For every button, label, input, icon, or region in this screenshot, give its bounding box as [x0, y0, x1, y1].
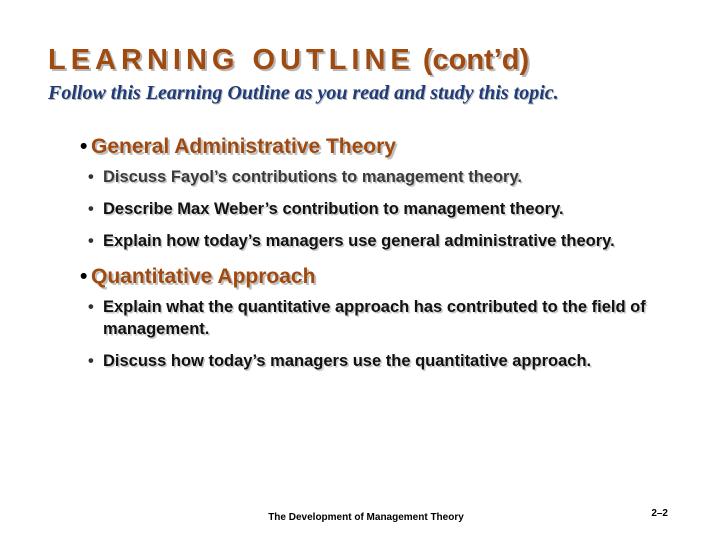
section-quantitative-approach — [80, 264, 680, 372]
footer-title — [0, 512, 720, 523]
list-item-text: Explain what the quantitative approach has contributed to the field of management. — [103, 298, 646, 338]
bullet-icon: • — [88, 168, 94, 186]
bullet-icon: • — [88, 232, 94, 250]
section-heading — [80, 134, 680, 166]
list-item-text: Explain how today’s managers use general administrative theory. — [103, 232, 615, 250]
footer-title-text: The Development of Management Theory — [268, 512, 464, 523]
bullet-icon: • — [80, 265, 88, 288]
bullet-icon: • — [88, 200, 94, 218]
title-suffix: (cont’d) — [422, 44, 530, 76]
list-item — [80, 350, 680, 372]
list-item-text: Discuss how today’s managers use the quantitative approach. — [103, 352, 592, 370]
list-item — [80, 198, 680, 220]
list-item — [80, 296, 680, 340]
bullet-icon: • — [88, 298, 94, 316]
section-heading — [80, 264, 680, 296]
section-general-administrative-theory — [80, 134, 680, 252]
slide-title — [48, 44, 529, 77]
list-item-text: Discuss Fayol’s contributions to management theory. — [103, 168, 522, 186]
bullet-icon: • — [80, 135, 88, 158]
title-main: LEARNING OUTLINE — [48, 44, 415, 76]
learning-outline — [80, 134, 680, 382]
page-number: 2–2 — [651, 508, 668, 519]
list-item-text: Describe Max Weber’s contribution to management theory. — [103, 200, 564, 218]
section-heading-text: General Administrative Theory — [91, 135, 396, 158]
list-item — [80, 166, 680, 188]
slide-subtitle: Follow this Learning Outline as you read and study this topic. — [48, 82, 559, 104]
section-heading-text: Quantitative Approach — [91, 265, 316, 288]
list-item — [80, 230, 680, 252]
bullet-icon: • — [88, 352, 94, 370]
